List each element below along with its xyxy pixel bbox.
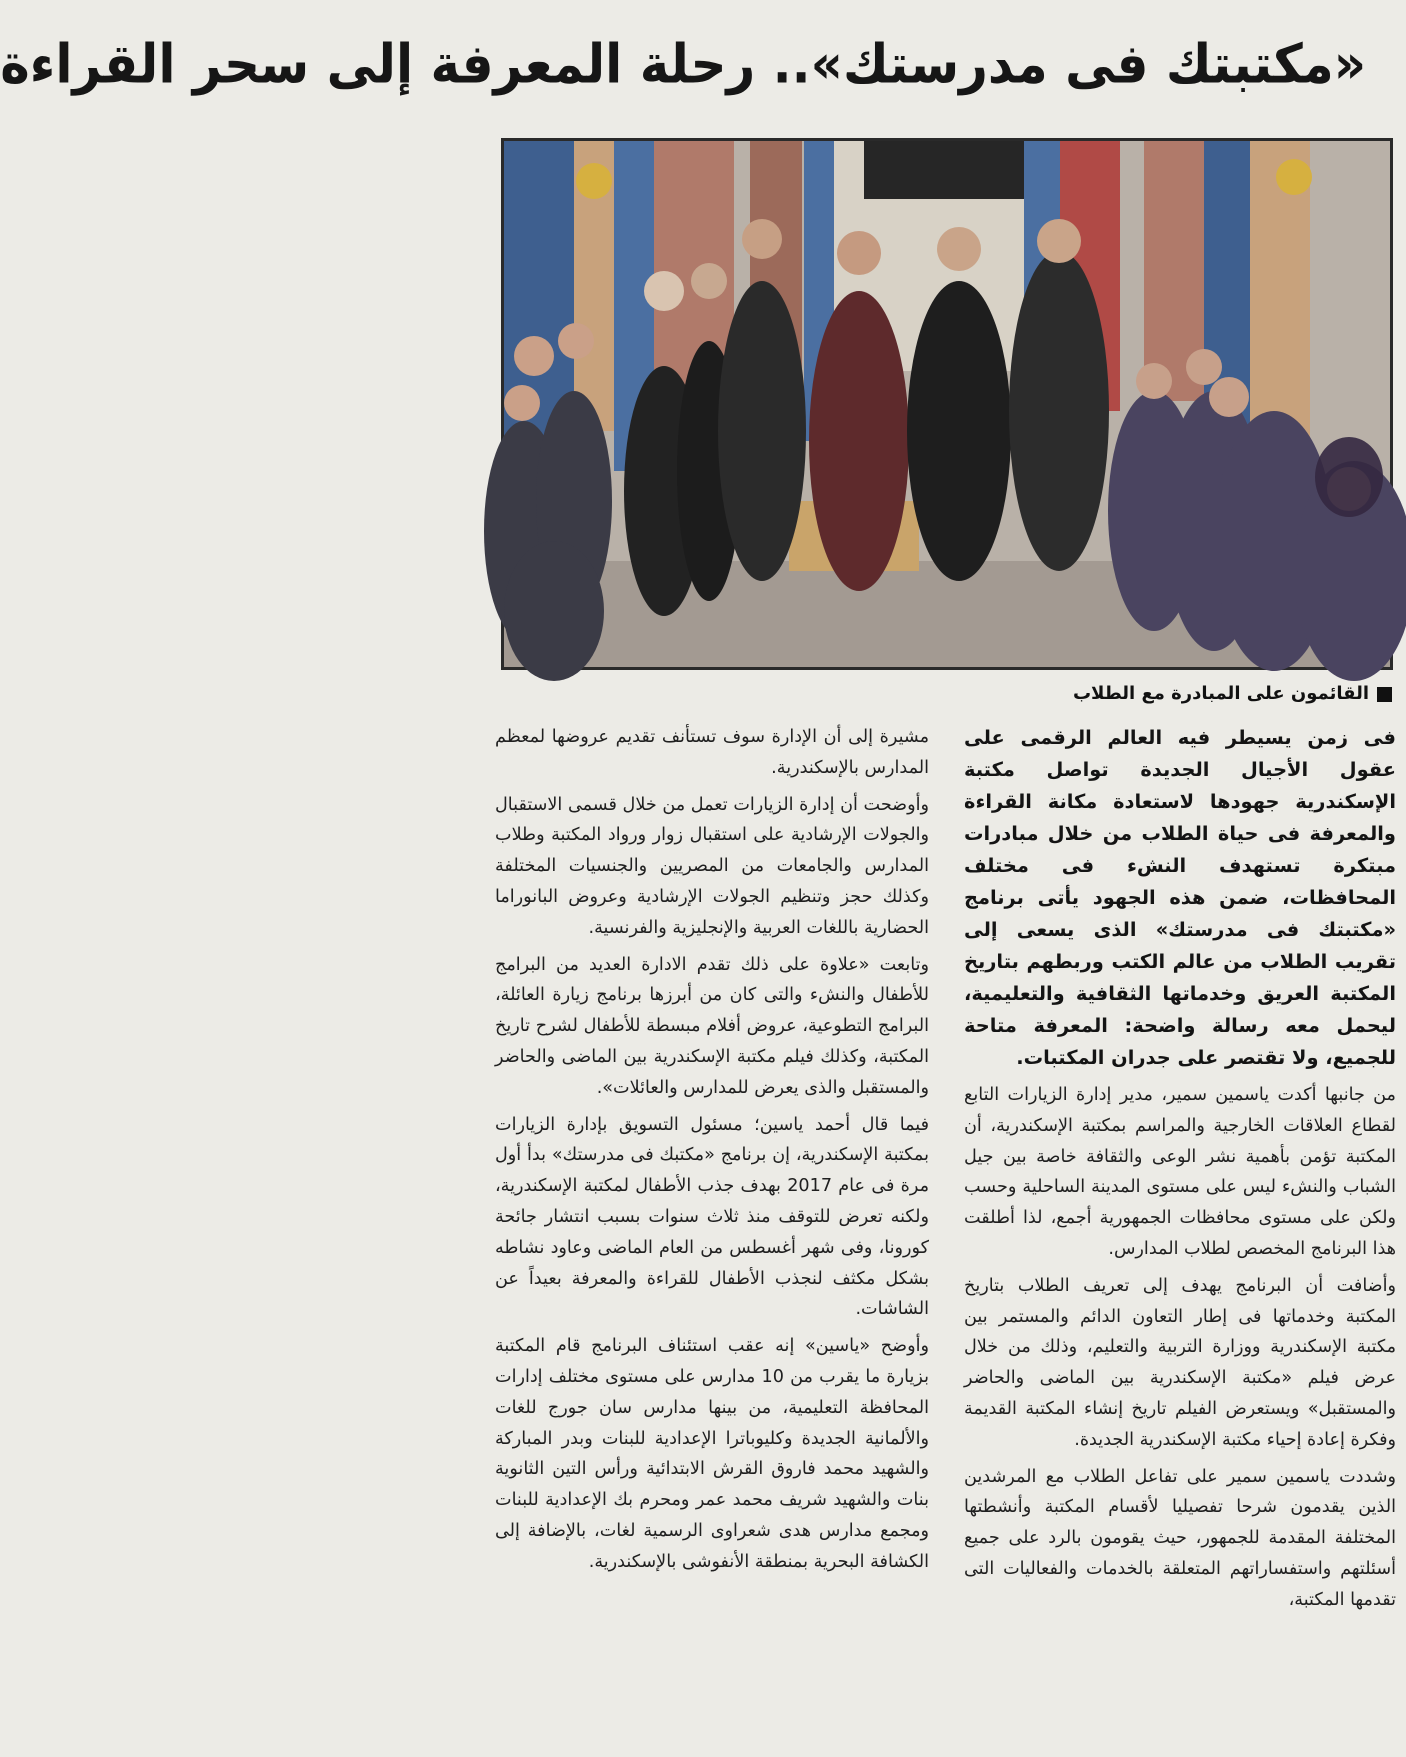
photo-caption bbox=[972, 681, 1392, 707]
article-lead: فى زمن يسيطر فيه العالم الرقمى على عقول الأجيال الجديدة تواصل مكتبة الإسكندرية جهودها لاستعادة مكانة القراءة والمعرفة فى حياة الطلاب من خلال مبادرات مبتكرة تستهدف النشء فى مختلف المحافظات، ضمن هذه الجهود يأتى برنامج «مكتبتك فى مدرستك» الذى يسعى إلى تقريب الطلاب من عالم الكتب وربطهم بتاريخ المكتبة العريق وخدماتها الثقافية والتعليمية، ليحمل معه رسالة واضحة: المعرفة متاحة للجميع، ولا تقتصر على جدران المكتبات. bbox=[964, 726, 1396, 1069]
paragraph: من جانبها أكدت ياسمين سمير، مدير إدارة الزيارات التابع لقطاع العلاقات الخارجية والمراسم بمكتبة الإسكندرية، أن المكتبة تؤمن بأهمية نشر الوعى والثقافة خاصة بين جيل الشباب والنشء ليس على مستوى المدينة الساحلية وحسب ولكن على مستوى محافظات الجمهورية أجمع، لذا أطلقت هذا البرنامج المخصص لطلاب المدارس. bbox=[964, 1085, 1396, 1259]
paragraph: فيما قال أحمد ياسين؛ مسئول التسويق بإدارة الزيارات بمكتبة الإسكندرية، إن برنامج «مكتبك فى مدرستك» بدأ أول مرة فى عام 2017 بهدف جذب الأطفال لمكتبة الإسكندرية، ولكنه تعرض للتوقف منذ ثلاث سنوات بسبب انتشار جائحة كورونا، وفى شهر أغسطس من العام الماضى وعاود نشاطه بشكل مكثف لنجذب الأطفال للقراءة والمعرفة بعيداً عن الشاشات. bbox=[495, 1114, 930, 1320]
paragraph: وأوضح «ياسين» إنه عقب استئناف البرنامج قام المكتبة بزيارة ما يقرب من 10 مدارس على مستوى مختلف إدارات المحافظة التعليمية، من بينها مدارس سان جورج للغات والألمانية الجديدة وكليوباترا الإعدادية للبنات وبدر المباركة والشهيد محمد فاروق القرش الابتدائية ورأس التين الثانوية بنات والشهيد شريف محمد عمر ومحرم بك الإعدادية للبنات ومجمع مدارس هدى شعراوى الرسمية لغات، بالإضافة إلى الكشافة البحرية بمنطقة الأنفوشى بالإسكندرية. bbox=[495, 1336, 929, 1572]
paragraph: وتابعت «علاوة على ذلك تقدم الادارة العديد من البرامج للأطفال والنشء والتى كان من أبرزها برنامج زيارة العائلة، البرامج التطوعية، عروض أفلام مبسطة للأطفال لشرح تاريخ المكتبة، وكذلك فيلم مكتبة الإسكندرية بين الماضى والحاضر والمستقبل والذى يعرض للمدارس والعائلات». bbox=[495, 954, 929, 1098]
paragraph: مشيرة إلى أن الإدارة سوف تستأنف تقديم عروضها لمعظم المدارس بالإسكندرية. bbox=[495, 727, 929, 778]
paragraph: وأضافت أن البرنامج يهدف إلى تعريف الطلاب بتاريخ المكتبة وخدماتها فى إطار التعاون الدائم والمستمر بين مكتبة الإسكندرية ووزارة التربية والتعليم، وذلك من خلال عرض فيلم «مكتبة الإسكندرية بين الماضى والحاضر والمستقبل» ويستعرض الفيلم تاريخ إنشاء المكتبة القديمة وفكرة إعادة إحياء مكتبة الإسكندرية الجديدة. bbox=[964, 1275, 1396, 1450]
article-column-right bbox=[964, 722, 1396, 1752]
article-headline: «مكتبتك فى مدرستك».. رحلة المعرفة إلى سحر القراءة bbox=[0, 32, 1366, 96]
paragraph: وشددت ياسمين سمير على تفاعل الطلاب مع المرشدين الذين يقدمون شرحا تفصيليا لأقسام المكتبة وأنشطتها المختلفة المقدمة للجمهور، حيث يقومون بالرد على جميع أسئلتهم واستفساراتهم المتعلقة بالخدمات والفعاليات التى تقدمها المكتبة، bbox=[964, 1466, 1396, 1610]
article-photo bbox=[501, 138, 1393, 670]
group-photo-illustration bbox=[504, 141, 1390, 667]
article-column-left bbox=[495, 722, 929, 1752]
caption-text: القائمون على المبادرة مع الطلاب bbox=[1072, 683, 1369, 704]
caption-marker bbox=[1377, 687, 1392, 702]
paragraph: وأوضحت أن إدارة الزيارات تعمل من خلال قسمى الاستقبال والجولات الإرشادية على استقبال زوار ورواد المكتبة وطلاب المدارس والجامعات من المصريين والجنسيات المختلفة وكذلك حجز وتنظيم الجولات الإرشادية وعروض البانوراما الحضارية باللغات العربية والإنجليزية والفرنسية. bbox=[495, 794, 929, 938]
